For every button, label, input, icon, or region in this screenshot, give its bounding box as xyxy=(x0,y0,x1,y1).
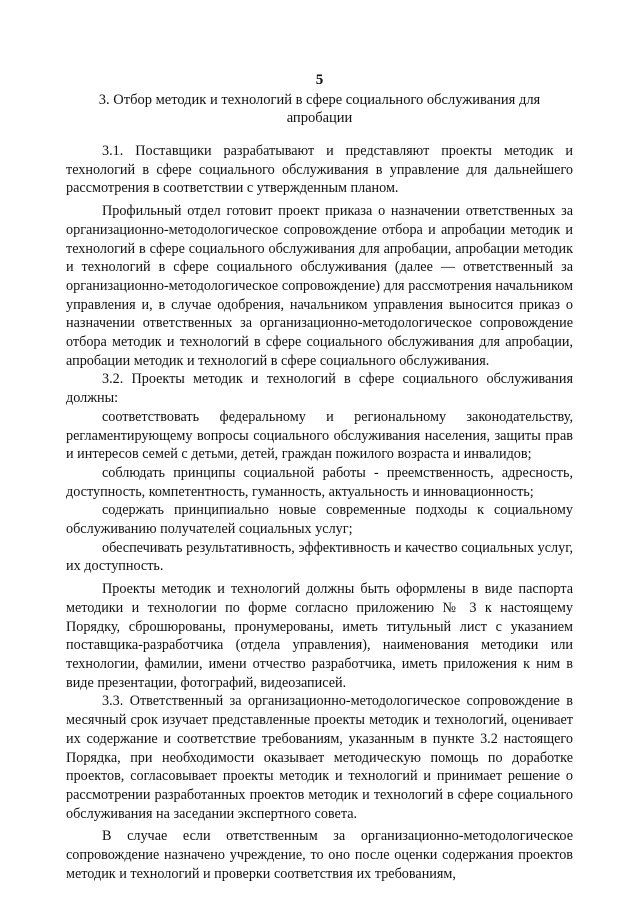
page-number: 5 xyxy=(315,72,324,88)
paragraph-3-2: 3.2. Проекты методик и технологий в сфере социального обслуживания должны: xyxy=(66,371,573,407)
paragraph-passport-format: Проекты методик и технологий должны быть оформлены в виде паспорта методики и технологии по форме согласно приложению № 3 к настоящему Порядку, сброшюрованы, пронумерованы, иметь титульный лист с указанием поставщика-разработчика (отдела управления), наименования методики или технологии, фамилии, имени отчество разработчика, иметь приложения к ним в виде презентации, фотографий, видеозаписей. xyxy=(66,581,573,691)
paragraph-3-3: 3.3. Ответственный за организационно-методологическое сопровождение в месячный срок изучает представленные проекты методик и технологий, оценивает их содержание и соответствие требованиям, указанным в пункте 3.2 настоящего Порядка, при необходимости оказывает методическую помощь по доработке проектов, согласовывает проекты методик и технологий и принимает решение о рассмотрении разработанных проектов методик и технологий в сфере социального обслуживания на заседании экспертного совета. xyxy=(66,693,573,822)
list-item-effectiveness: обеспечивать результативность, эффективность и качество социальных услуг, их доступность. xyxy=(66,539,573,575)
section-title: 3. Отбор методик и технологий в сфере социального обслуживания для апробации xyxy=(98,92,541,126)
body-text xyxy=(66,138,573,883)
list-item-principles: соблюдать принципы социальной работы - преемственность, адресность, доступность, компетентность, гуманность, актуальность и инновационность; xyxy=(66,464,573,500)
paragraph-institution-case: В случае если ответственным за организационно-методологическое сопровождение назначено учреждение, то оно после оценки содержания проектов методик и технологий и проверки соответствия их требованиям, xyxy=(66,828,573,882)
paragraph-profile-department: Профильный отдел готовит проект приказа о назначении ответственных за организационно-методологическое сопровождение отбора и апробации методик и технологий в сфере социального обслуживания для апробации, апробации методик и технологий в сфере социального обслуживания (далее — ответственный за организационно-методологическое сопровождение) для рассмотрения начальником управления и, в случае одобрения, начальником управления выносится приказ о назначении ответственных за организационно-методологическое сопровождение отбора методик и технологий в сфере социального обслуживания для апробации, апробации методик и технологий в сфере социального обслуживания. xyxy=(66,203,573,369)
list-item-new-approaches: содержать принципиально новые современные подходы к социальному обслуживанию получателей социальных услуг; xyxy=(66,502,573,538)
paragraph-3-1: 3.1. Поставщики разрабатывают и представляют проекты методик и технологий в сфере социального обслуживания в управление для дальнейшего рассмотрения в соответствии с утвержденным планом. xyxy=(66,143,573,197)
list-item-legislation: соответствовать федеральному и региональному законодательству, регламентирующему вопросы социального обслуживания населения, защиты прав и интересов семей с детьми, детей, граждан пожилого возраста и инвалидов; xyxy=(66,408,573,463)
